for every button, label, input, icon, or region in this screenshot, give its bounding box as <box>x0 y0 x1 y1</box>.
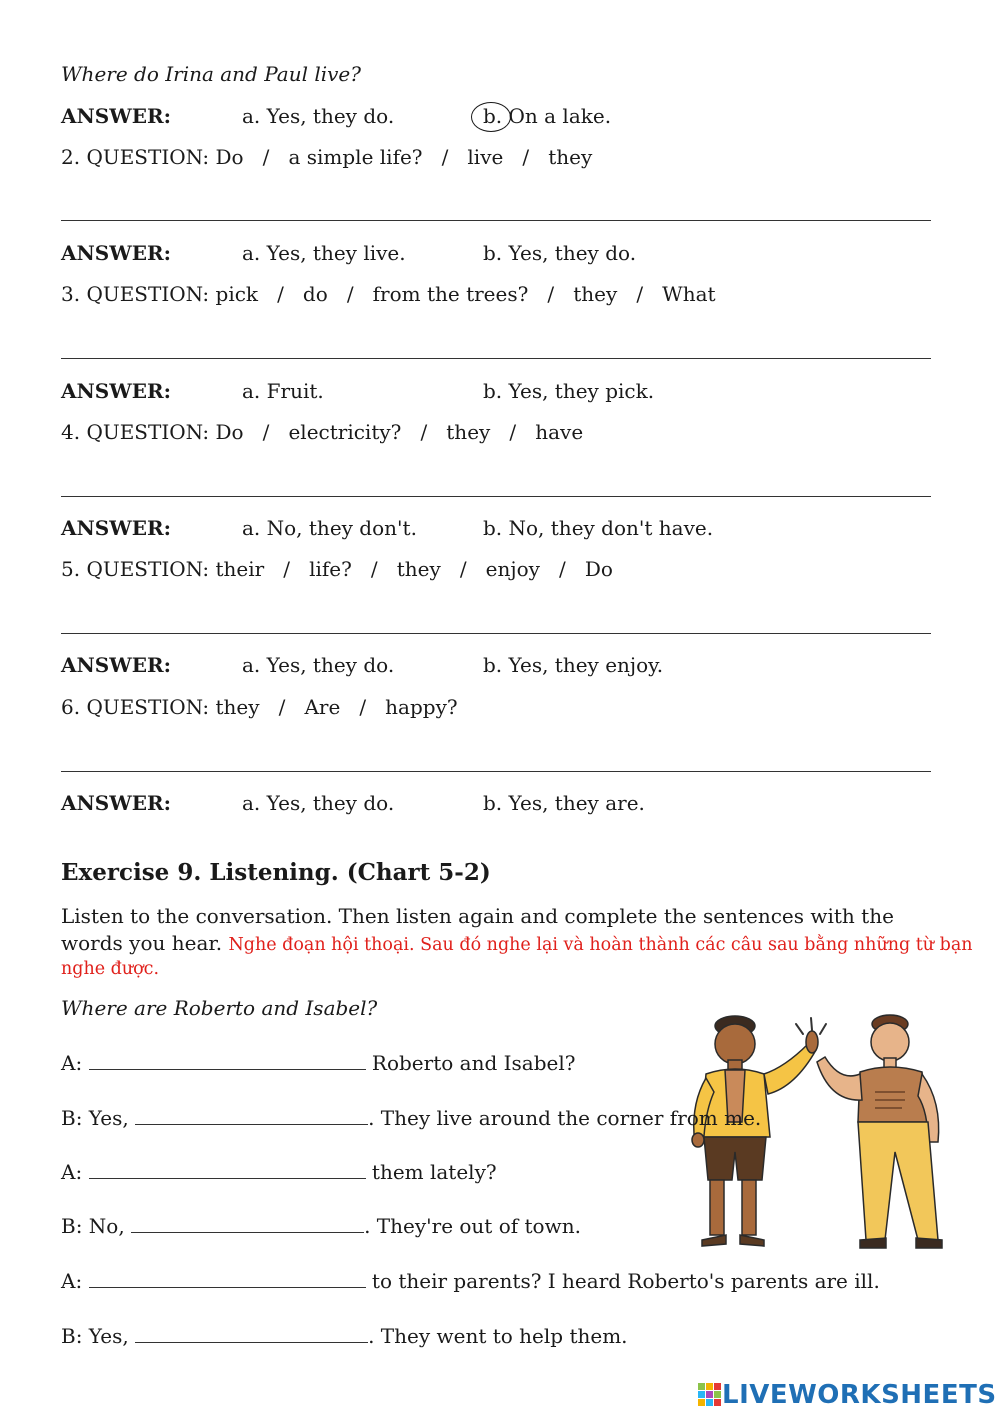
blank-input-3[interactable] <box>89 1160 366 1179</box>
answer-label: ANSWER: <box>61 241 171 265</box>
example-option-b[interactable]: b. On a lake. <box>483 104 612 128</box>
answer-line-5[interactable] <box>61 633 931 634</box>
logo-text: LIVEWORKSHEETS <box>722 1380 997 1410</box>
question-2: 2. QUESTION: Do / a simple life? / live / they <box>61 145 593 169</box>
blank-input-2[interactable] <box>135 1106 368 1125</box>
answer-line-3[interactable] <box>61 358 931 359</box>
option-4b[interactable]: b. No, they don't have. <box>483 516 714 540</box>
logo-grid-icon <box>698 1383 722 1407</box>
answer-label: ANSWER: <box>61 791 171 815</box>
blank-input-5[interactable] <box>89 1269 366 1288</box>
question-5: 5. QUESTION: their / life? / they / enjoy / Do <box>61 557 613 581</box>
dialogue-line-1: A: Roberto and Isabel? <box>61 1051 576 1075</box>
dialogue-line-3: A: them lately? <box>61 1160 497 1184</box>
example-option-a[interactable]: a. Yes, they do. <box>242 104 395 128</box>
blank-input-1[interactable] <box>89 1051 366 1070</box>
example-question: Where do Irina and Paul live? <box>61 62 361 86</box>
answer-label: ANSWER: <box>61 104 171 128</box>
answer-label: ANSWER: <box>61 379 171 403</box>
instruction-vi-line2: nghe được. <box>61 959 160 979</box>
boy-left <box>692 1016 818 1246</box>
option-4a[interactable]: a. No, they don't. <box>242 516 417 540</box>
instruction-vi-line1: Nghe đoạn hội thoại. Sau đó nghe lại và hoàn thành các câu sau bằng những từ bạn <box>228 935 973 955</box>
high-five-illustration <box>680 1012 970 1252</box>
answer-label: ANSWER: <box>61 516 171 540</box>
answer-line-2[interactable] <box>61 220 931 221</box>
option-6b[interactable]: b. Yes, they are. <box>483 791 645 815</box>
answer-circle-mark <box>471 102 511 132</box>
blank-input-6[interactable] <box>135 1324 368 1343</box>
blank-input-4[interactable] <box>131 1214 364 1233</box>
question-4: 4. QUESTION: Do / electricity? / they / have <box>61 420 584 444</box>
option-3a[interactable]: a. Fruit. <box>242 379 324 403</box>
instruction-en-line2: words you hear. <box>61 931 223 955</box>
option-5a[interactable]: a. Yes, they do. <box>242 653 395 677</box>
dialogue-line-4: B: No, . They're out of town. <box>61 1214 581 1238</box>
answer-label: ANSWER: <box>61 653 171 677</box>
question-6: 6. QUESTION: they / Are / happy? <box>61 695 458 719</box>
exercise-9-subtitle: Where are Roberto and Isabel? <box>61 996 378 1020</box>
answer-line-6[interactable] <box>61 771 931 772</box>
answer-line-4[interactable] <box>61 496 931 497</box>
liveworksheets-logo <box>698 1380 997 1410</box>
option-2a[interactable]: a. Yes, they live. <box>242 241 406 265</box>
boy-right <box>817 1015 942 1248</box>
dialogue-line-2: B: Yes, . They live around the corner from me. <box>61 1106 762 1130</box>
dialogue-line-6: B: Yes, . They went to help them. <box>61 1324 628 1348</box>
option-6a[interactable]: a. Yes, they do. <box>242 791 395 815</box>
option-5b[interactable]: b. Yes, they enjoy. <box>483 653 664 677</box>
option-3b[interactable]: b. Yes, they pick. <box>483 379 655 403</box>
question-3: 3. QUESTION: pick / do / from the trees? / they / What <box>61 282 716 306</box>
exercise-9-title: Exercise 9. Listening. (Chart 5-2) <box>61 859 491 886</box>
instruction-en-line1: Listen to the conversation. Then listen again and complete the sentences with the <box>61 904 894 928</box>
option-2b[interactable]: b. Yes, they do. <box>483 241 637 265</box>
dialogue-line-5: A: to their parents? I heard Roberto's parents are ill. <box>61 1269 880 1293</box>
